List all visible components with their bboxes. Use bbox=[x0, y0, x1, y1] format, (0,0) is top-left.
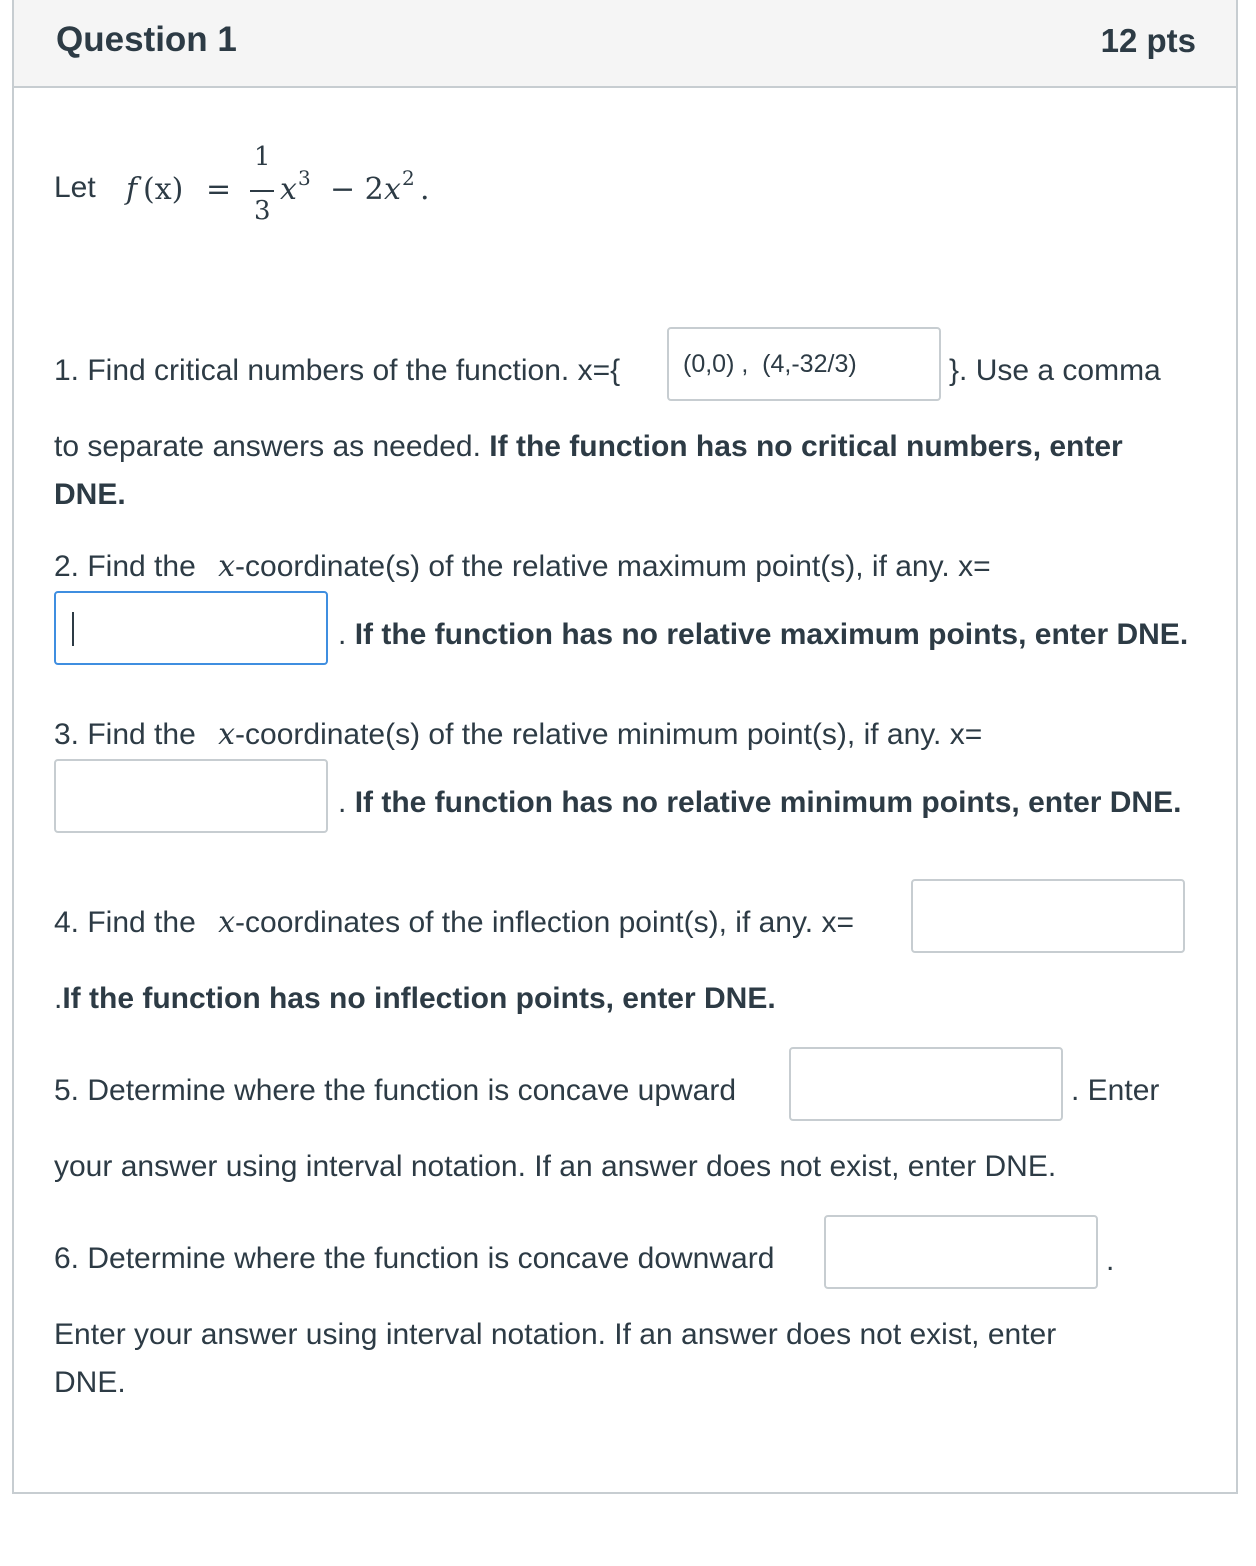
q3-xvar: x bbox=[218, 717, 236, 752]
text-caret bbox=[72, 612, 74, 646]
fraction-numerator: 1 bbox=[254, 142, 271, 172]
q3-suffix: -coordinate(s) of the relative minimum point(s), if any. x= bbox=[235, 718, 983, 751]
q1-prefix: 1. Find critical numbers of the function. x={ bbox=[54, 354, 621, 387]
q2-after-bold: If the function has no relative maximum points, enter DNE. bbox=[354, 618, 1189, 651]
q2-question bbox=[54, 549, 991, 585]
q3-after bbox=[338, 785, 1181, 821]
exponent-two: 2 bbox=[402, 166, 415, 190]
q4-line2-bold: If the function has no inflection points, enter DNE. bbox=[62, 982, 776, 1015]
q3-relative-min-input[interactable] bbox=[54, 759, 328, 833]
fx-arg bbox=[143, 172, 183, 208]
q4-line2-dot: . bbox=[54, 982, 63, 1015]
fraction-bar bbox=[250, 190, 274, 192]
q2-xvar: x bbox=[218, 549, 236, 584]
fraction-denominator: 3 bbox=[254, 196, 271, 226]
fx-arg-text: (x) bbox=[143, 172, 184, 207]
q3-after-bold: If the function has no relative minimum points, enter DNE. bbox=[354, 786, 1182, 819]
q5-line2: your answer using interval notation. If an answer does not exist, enter DNE. bbox=[54, 1150, 1057, 1183]
x-variable-2: x bbox=[384, 172, 401, 207]
question-header bbox=[14, 0, 1236, 88]
q2-prefix: 2. Find the bbox=[54, 550, 196, 583]
q2-after bbox=[338, 617, 1188, 653]
q4-suffix: -coordinates of the inflection point(s), if any. x= bbox=[235, 906, 854, 939]
intro-period: . bbox=[420, 172, 430, 207]
q3-question bbox=[54, 717, 982, 753]
q3-prefix: 3. Find the bbox=[54, 718, 196, 751]
q4-line2 bbox=[54, 981, 776, 1017]
fx-symbol: f bbox=[126, 172, 138, 207]
q4-question bbox=[54, 905, 854, 941]
q2-relative-max-input[interactable] bbox=[54, 591, 328, 665]
q6-suffix: . bbox=[1106, 1244, 1115, 1277]
question-points: 12 pts bbox=[1100, 22, 1196, 59]
let-label: Let bbox=[54, 171, 96, 204]
q1-line2 bbox=[54, 429, 1123, 465]
q5-concave-up-input[interactable] bbox=[789, 1047, 1063, 1121]
minus-two-term: − 2 bbox=[330, 172, 384, 207]
exponent-three: 3 bbox=[298, 166, 311, 190]
q1-suffix: }. Use a comma bbox=[949, 354, 1161, 387]
q1-line2-bold: If the function has no critical numbers, enter bbox=[489, 430, 1123, 463]
q2-suffix: -coordinate(s) of the relative maximum point(s), if any. x= bbox=[235, 550, 991, 583]
question-title: Question 1 bbox=[56, 20, 237, 59]
q1-line3-bold: DNE. bbox=[54, 478, 126, 511]
q5-prefix: 5. Determine where the function is concave upward bbox=[54, 1074, 737, 1107]
q2-after-dot: . bbox=[338, 618, 347, 651]
q3-after-dot: . bbox=[338, 786, 347, 819]
q6-line3: DNE. bbox=[54, 1366, 126, 1399]
q6-concave-down-input[interactable] bbox=[824, 1215, 1098, 1289]
q4-prefix: 4. Find the bbox=[54, 906, 196, 939]
equals-sign: = bbox=[206, 172, 232, 207]
q4-xvar: x bbox=[218, 905, 236, 940]
q4-inflection-input[interactable] bbox=[911, 879, 1185, 953]
q5-suffix: . Enter bbox=[1071, 1074, 1160, 1107]
q6-prefix: 6. Determine where the function is concave downward bbox=[54, 1242, 775, 1275]
q1-line2-normal: to separate answers as needed. bbox=[54, 430, 481, 463]
q1-critical-numbers-input[interactable] bbox=[667, 327, 941, 401]
x-variable: x bbox=[280, 172, 297, 207]
q6-line2: Enter your answer using interval notation. If an answer does not exist, enter bbox=[54, 1318, 1057, 1351]
